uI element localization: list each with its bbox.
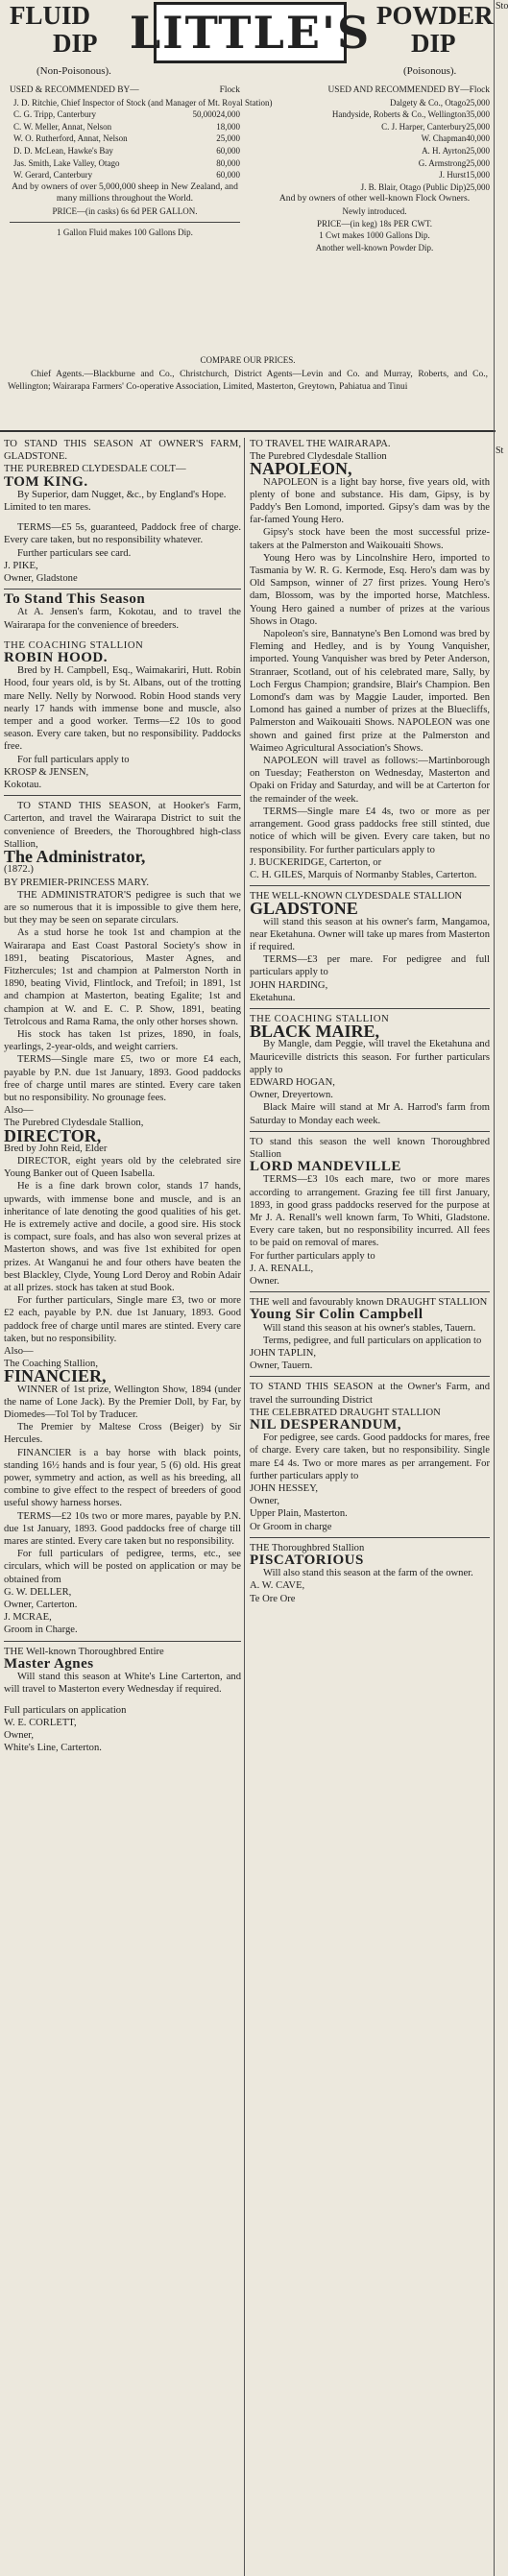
tom-king-name: TOM KING.: [4, 473, 88, 490]
administrator-text3: His stock has taken 1st prizes, 1890, in foals, yearlings, 2-year-olds, and weight carriers.: [4, 1028, 241, 1053]
powder-user-name: J. Hurst: [439, 170, 467, 181]
robin-hood-place: Kokotau.: [4, 780, 42, 791]
powder-title: POWDER: [376, 1, 494, 30]
colin-campbell-place: Owner, Tauern.: [250, 1360, 313, 1372]
powder-user-flock: 15,000: [466, 170, 490, 181]
powder-flock-label: Flock: [469, 85, 490, 95]
gladstone-terms: TERMS—£3 per mare. For pedigree and full particulars apply to: [250, 954, 490, 978]
robin-hood-owner: KROSP & JENSEN,: [4, 766, 89, 778]
administrator-advert: [4, 800, 241, 1104]
financier-also: Also—: [4, 1346, 34, 1358]
tom-king-breed: THE PUREBRED CLYDESDALE COLT—: [4, 464, 186, 475]
robin-hood-heading: THE COACHING STALLION: [4, 639, 144, 651]
powder-subtitle: (Poisonous).: [403, 65, 457, 77]
financier-owner2-place: Groom in Charge.: [4, 1625, 78, 1636]
master-agnes-place: White's Line, Carterton.: [4, 1743, 102, 1754]
master-agnes-owner: W. E. CORLETT,: [4, 1717, 77, 1728]
powder-user-row: [259, 169, 490, 181]
director-advert: [4, 1104, 241, 1345]
lord-mandeville-further: For further particulars apply to: [250, 1250, 375, 1262]
to-stand-text: At A. Jensen's farm, Kokotau, and to travel the Wairarapa for the convenience of breeders.: [4, 607, 241, 631]
director-text1: DIRECTOR, eight years old by the celebrated sire Young Banker out of Queen Isabella.: [4, 1155, 241, 1180]
powder-user-row: [259, 108, 490, 121]
tom-king-owner: J. PIKE,: [4, 560, 38, 571]
black-maire-owner: EDWARD HOGAN,: [250, 1076, 335, 1088]
master-agnes-intro: THE Well-known Thoroughbred Entire: [4, 1646, 164, 1657]
powder-user-row: [259, 121, 490, 133]
fluid-user-name: D. D. McLean, Hawke's Bay: [13, 145, 113, 156]
master-agnes-further: Full particulars on application: [4, 1704, 127, 1716]
fluid-price: PRICE—(in casks) 6s 6d PER GALLON.: [52, 205, 198, 216]
powder-user-name: W. Chapman: [421, 133, 467, 144]
napoleon-advert: [250, 438, 490, 881]
financier-owner2: J. MCRAE,: [4, 1612, 52, 1624]
fluid-dip-label: DIP: [53, 29, 98, 58]
fluid-title: FLUID: [10, 1, 91, 30]
piscatorious-place: Te Ore Ore: [250, 1593, 296, 1604]
fluid-user-row: [10, 108, 240, 121]
powder-user-name: Dalgety & Co., Otago: [390, 97, 467, 108]
agents-text: Chief Agents.—Blackburne and Co., Christchurch, District Agents—Levin and Co. and Murray, Roberts, and Co., Wellington; Wairarapa Farmers' Co-operative Association, Limited, Masterton, Greytown, Pahiatua and Tinui: [8, 370, 488, 392]
colin-campbell-owner: JOHN TAPLIN,: [250, 1348, 316, 1360]
administrator-text2: As a stud horse he took 1st and champion at the Wairarapa and East Coast Pastoral Society's show in 1891, beating Piscatorious, Master Agnes, and Fitzhercules; 1st and champion at Palmerston North in 1890, beating Vivid, Flintlock, and Trefoil; in 1891, 1st and champion at Masterton, beating Egalite; 1st and champion at W. and E. C. P. Show, 1891, beating Tetrolcous and Rama Rama, the only other horses shown.: [4, 927, 241, 1027]
administrator-terms: TERMS—Single mare £5, two or more £4 each, payable by P.N. due 1st January, 1893. Good paddocks free of charge until mares are stinted. Every care taken but no responsibility. No grounage fees.: [4, 1054, 241, 1103]
fluid-user-name: C. W. Meller, Annat, Nelson: [13, 121, 112, 132]
powder-user-flock: 25,000: [466, 121, 490, 132]
fluid-user-flock: 24,000: [216, 109, 240, 120]
powder-user-name: Handyside, Roberts & Co., Wellington: [331, 109, 467, 120]
column-rule-1: [244, 438, 245, 2576]
gladstone-owner: JOHN HARDING,: [250, 979, 328, 991]
powder-user-name: G. Armstrong: [418, 157, 467, 168]
lord-mandeville-place: Owner.: [250, 1276, 279, 1287]
lord-mandeville-text: TERMS—£3 10s each mare, two or more mares according to arrangement. Grazing fee till first January, 1893, in good grass paddocks reserved for the purpose at Mr J. A. Renall's well known farm, To Whiti, Gladstone. Every care taken, but no responsibility incurred. All fees to be paid on removal of mares.: [250, 1174, 490, 1249]
administrator-intro: TO STAND THIS SEASON, at Hooker's Farm, Carterton, and travel the Wairarapa District to suit the convenience of Breeders, the Thoroughbred high-class Stallion,: [4, 801, 241, 850]
right-edge-line: Sto: [496, 1, 508, 12]
fluid-user-row: [10, 121, 240, 133]
fluid-user-flock: 60,000: [216, 145, 240, 156]
nil-desperandum-intro: TO STAND THIS SEASON at the Owner's Farm, and travel the surrounding District: [250, 1382, 490, 1406]
financier-text2: The Premier by Maltese Cross (Beiger) by Sir Hercules.: [4, 1422, 241, 1446]
robin-hood-text: Bred by H. Campbell, Esq., Waimakariri, Hutt. Robin Hood, four years old, is by St. Albans, out of the trotting mare Nelly. Nelly by Norwood. Robin Hood stands very nearly 17 hands with immense bone and muscle, also temper and a good worker. Terms—£2 10s to good season. Every care taken, but no responsibility. Paddocks free.: [4, 665, 241, 753]
napoleon-breed: The Purebred Clydesdale Stallion: [250, 451, 387, 463]
to-stand-advert: [4, 593, 241, 632]
nil-desperandum-place2: Upper Plain, Masterton.: [250, 1508, 348, 1520]
tom-king-owner-place: Owner, Gladstone: [4, 573, 78, 585]
powder-user-flock: 40,000: [466, 133, 490, 144]
tom-king-intro: TO STAND THIS SEASON AT OWNER'S FARM, GLADSTONE.: [4, 439, 241, 463]
napoleon-text4: Napoleon's sire, Bannatyne's Ben Lomond was bred by Fleming and Hedley, and is by Young Vanquisher, imported. Young Vanquisher was bred by Peter Anderson, Stranraer, Scotland, out of his celebrated mare, Sally, by Loch Fergus Champion; grandsire, Blair's Champion. Ben Lomond's dam was by Maggie Lauder, imported. Ben Lomond has gained a number of prizes at the Bluecliffs, Palmerston and Waikouaiti Shows. NAPOLEON was one shown and gained first prize at the Palmerston and Waimeo Agricultural Association's Shows.: [250, 629, 490, 754]
master-agnes-owner-place: Owner,: [4, 1729, 35, 1741]
director-also: Also—: [4, 1105, 34, 1117]
header-divider: [0, 430, 496, 432]
fluid-user-row: [10, 169, 240, 181]
nil-desperandum-place: Owner,: [250, 1496, 280, 1507]
administrator-year: (1872.): [4, 864, 34, 876]
right-edge-line: St: [496, 445, 504, 456]
lord-mandeville-name: LORD MANDEVILLE: [250, 1159, 401, 1175]
agents-notice: [8, 369, 488, 394]
financier-intro: The Coaching Stallion,: [4, 1359, 98, 1370]
director-intro: The Purebred Clydesdale Stallion,: [4, 1118, 144, 1129]
piscatorious-owner: A. W. CAVE,: [250, 1580, 305, 1592]
powder-users-list: [259, 84, 490, 253]
black-maire-note: Black Maire will stand at Mr A. Harrod's farm from Saturday to Monday each week.: [250, 1102, 490, 1126]
fluid-user-flock: 80,000: [216, 157, 240, 168]
piscatorious-text: Will also stand this season at the farm of the owner.: [263, 1568, 473, 1579]
master-agnes-text: Will stand this season at White's Line Carterton, and will travel to Masterton every Wednesday if required.: [4, 1672, 241, 1696]
fluid-user-flock: 50,000: [192, 109, 217, 120]
director-bred: Bred by John Reid, Elder: [4, 1143, 108, 1154]
director-name: DIRECTOR,: [4, 1125, 102, 1145]
napoleon-text3: Young Hero was by Lincolnshire Hero, imported to Tasmania by W. R. G. Kermode, Esq. Hero's dam was by Old Sampson, winner of 27 first prizes. Young Hero's dam, Blossom, was by the imported horse, Matchless. Young Hero gained a number of prizes at the various Shows in Otago.: [250, 552, 490, 627]
piscatorious-advert: [250, 1542, 490, 1605]
master-agnes-advert: [4, 1646, 241, 1755]
fluid-user-flock: 60,000: [216, 170, 240, 181]
tom-king-further: Further particulars see card.: [17, 547, 132, 559]
powder-price: PRICE—(in keg) 18s PER CWT.: [316, 218, 433, 229]
financier-text1: WINNER of 1st prize, Wellington Show, 1894 (under the name of Lone Jack). By the Premier Doll, by Far, by Diomedes—Tol Tol by Traducer.: [4, 1384, 241, 1421]
fluid-subtitle: (Non-Poisonous).: [36, 65, 111, 77]
financier-owner1-place: Owner, Carterton.: [4, 1600, 78, 1611]
powder-improved: Newly introduced.: [342, 205, 407, 216]
nil-desperandum-breed: THE CELEBRATED DRAUGHT STALLION: [250, 1407, 441, 1418]
fluid-user-row: [10, 145, 240, 157]
administrator-by: BY PREMIER-PRINCESS MARY.: [4, 877, 150, 888]
fluid-user-name: C. G. Tripp, Canterbury: [13, 109, 97, 120]
powder-user-flock: 35,000: [466, 109, 490, 120]
black-maire-name: BLACK MAIRE,: [250, 1022, 380, 1042]
powder-user-row: [259, 132, 490, 145]
master-agnes-name: Master Agnes: [4, 1655, 94, 1672]
compare-prices: COMPARE OUR PRICES.: [200, 355, 296, 365]
left-column: [4, 438, 241, 1754]
gladstone-name: GLADSTONE: [250, 899, 358, 919]
financier-further: For full particulars of pedigree, terms, etc., see circulars, which will be posted on application or may be obtained from: [4, 1549, 241, 1585]
column-rule-2: [494, 0, 495, 2576]
napoleon-text5: NAPOLEON will travel as follows:—Martinborough on Tuesday; Featherston on Wednesday, Masterton and Opaki on Friday and Saturday, and will be at Carterton for the remainder of the week.: [250, 756, 490, 805]
powder-user-row: [259, 145, 490, 157]
director-terms: For further particulars, Single mare £3, two or more £2 each, payable by P.N. due 1st January, 1893. Good paddock free of charge until mares are stinted. Every care taken, but no responsibility.: [4, 1295, 241, 1344]
napoleon-terms: TERMS—Single mare £4 4s, two or more as per arrangement. Good grass paddocks free still stinted, due notice of which will be given. Every care taken, but no responsibility. For further particulars apply to: [250, 806, 490, 855]
powder-dip-label: DIP: [411, 29, 456, 58]
napoleon-owner2: C. H. GILES, Marquis of Normanby Stables, Carterton.: [250, 869, 477, 880]
fluid-user-name: Jas. Smith, Lake Valley, Otago: [13, 157, 120, 168]
middle-column: [250, 438, 490, 1605]
powder-note: And by owners of other well-known Flock Owners.: [278, 193, 471, 205]
lord-mandeville-intro: TO stand this season the well known Thoroughbred Stallion: [250, 1136, 490, 1160]
powder-makes: 1 Cwt makes 1000 Gallons Dip.: [319, 230, 430, 241]
robin-hood-further: For full particulars apply to: [17, 754, 130, 765]
nil-desperandum-owner: JOHN HESSEY,: [250, 1483, 319, 1495]
powder-user-flock: 25,000: [466, 157, 490, 168]
piscatorious-intro: THE Thoroughbred Stallion: [250, 1542, 365, 1553]
nil-desperandum-advert: [250, 1381, 490, 1532]
black-maire-advert: [250, 1013, 490, 1127]
nil-desperandum-text: For pedigree, see cards. Good paddocks for mares, free of charge. Every care taken, but no responsibility. Single mare £4 4s. Two or more mares as per arrangement. For further particulars apply to: [250, 1432, 490, 1481]
financier-text3: FINANCIER is a bay horse with black points, standing 16½ hands and is four year, 5 (6) old. His great power, symmetry and action, as well as his breeding, all combine to give effect to the respect of breeders of good useful showy harness horses.: [4, 1447, 241, 1509]
fluid-user-flock: 25,000: [216, 133, 240, 144]
administrator-name: The Administrator,: [4, 847, 146, 867]
powder-user-name: C. J. Harper, Canterbury: [381, 121, 467, 132]
to-stand-heading: To Stand This Season: [4, 591, 146, 608]
powder-user-name: A. H. Ayrton: [422, 145, 467, 156]
powder-list-heading: USED AND RECOMMENDED BY—: [327, 85, 470, 95]
powder-user-row: [259, 97, 490, 109]
fluid-user-name: J. D. Ritchie, Chief Inspector of Stock (and Manager of Mt. Royal Station): [13, 97, 273, 108]
nil-desperandum-name: NIL DESPERANDUM,: [250, 1417, 402, 1433]
black-maire-text: By Mangle, dam Peggie, will travel the Eketahuna and Mauriceville districts this season. For further particulars apply to: [250, 1039, 490, 1075]
powder-footer: Another well-known Powder Dip.: [315, 242, 434, 253]
gladstone-text: will stand this season at his owner's farm, Mangamoa, near Eketahuna. Owner will take up mares from Masterton if required.: [250, 916, 490, 952]
colin-campbell-text: Will stand this season at his owner's stables, Tauern.: [263, 1322, 476, 1334]
nil-desperandum-groom: Or Groom in charge: [250, 1521, 332, 1532]
tom-king-pedigree: By Superior, dam Nugget, &c., by England's Hope.: [17, 489, 227, 500]
fluid-user-flock: 18,000: [216, 121, 240, 132]
tom-king-limit: Limited to ten mares.: [4, 502, 91, 514]
tom-king-advert: [4, 438, 241, 585]
colin-campbell-name: Young Sir Colin Campbell: [250, 1307, 423, 1323]
financier-owner1: G. W. DELLER,: [4, 1586, 72, 1598]
gladstone-advert: [250, 890, 490, 1004]
powder-user-row: [259, 157, 490, 170]
piscatorious-name: PISCATORIOUS: [250, 1553, 364, 1569]
powder-user-flock: 25,000: [466, 145, 490, 156]
financier-name: FINANCIER,: [4, 1366, 107, 1386]
colin-campbell-advert: [250, 1296, 490, 1372]
napoleon-text2: Gipsy's stock have been the most successful prize-takers at the Palmerston and Waikouaiti Shows.: [250, 527, 490, 551]
administrator-text1: THE ADMINISTRATOR'S pedigree is such that we are so numerous that it is impossible to give them here, but they may be seen on separate circulars.: [4, 889, 241, 927]
lord-mandeville-owner: J. A. RENALL,: [250, 1263, 314, 1274]
littles-dip-advert: [0, 0, 496, 442]
fluid-flock-label: Flock: [219, 85, 240, 95]
napoleon-intro: TO TRAVEL THE WAIRARAPA.: [250, 439, 391, 449]
littles-logo: [129, 2, 372, 63]
fluid-user-name: W. O. Rutherford, Annat, Nelson: [13, 133, 128, 144]
powder-user-flock: 25,000: [466, 97, 490, 108]
powder-user-row: [259, 181, 490, 194]
gladstone-place: Eketahuna.: [250, 992, 296, 1003]
tom-king-terms: TERMS—£5 5s, guaranteed, Paddock free of charge. Every care taken, but no responsibility whatever.: [4, 522, 241, 546]
financier-terms: TERMS—£2 10s two or more mares, payable by P.N. due 1st January, 1893. Good paddocks free of charge till mares are stinted. Every care taken but no responsibility.: [4, 1510, 241, 1548]
powder-user-flock: 25,000: [466, 181, 490, 192]
fluid-user-row: [10, 132, 240, 145]
colin-campbell-terms: Terms, pedigree, and full particulars on application to: [263, 1335, 482, 1346]
napoleon-text1: NAPOLEON is a light bay horse, five years old, with plenty of bone and substance. His dam, Gipsy, is by Paddy's Ben Lomond, imported. Gipsy's dam was by the far-famed Young Hero.: [250, 476, 490, 526]
black-maire-intro: THE COACHING STALLION: [250, 1013, 390, 1024]
fluid-user-name: W. Gerard, Canterbury: [13, 170, 93, 181]
powder-user-name: J. B. Blair, Otago (Public Dip): [360, 181, 467, 192]
fluid-footer: 1 Gallon Fluid makes 100 Gallons Dip.: [57, 227, 193, 237]
robin-hood-advert: [4, 639, 241, 791]
financier-advert: [4, 1345, 241, 1637]
colin-campbell-intro: THE well and favourably known DRAUGHT STALLION: [250, 1297, 488, 1309]
lord-mandeville-advert: [250, 1136, 490, 1288]
fluid-user-row: [10, 157, 240, 170]
robin-hood-name: ROBIN HOOD.: [4, 650, 109, 666]
fluid-note: And by owners of over 5,000,000 sheep in New Zealand, and many millions throughout the World.: [12, 181, 238, 205]
napoleon-owner: J. BUCKERIDGE, Carterton, or: [250, 856, 382, 868]
fluid-list-heading: USED & RECOMMENDED BY—: [10, 85, 139, 95]
black-maire-place: Owner, Dreyertown.: [250, 1090, 333, 1101]
director-text2: He is a fine dark brown color, stands 17 hands, upwards, with immense bone and muscle, and is an inheritance of late denoting the good qualities of his get. He is extremely active and docile, a good sire. His stock is compact, sure foals, and has also won several prizes at Masterton shows, and was five 1st exhibited for open prizes. At Wanganui he and four others have beaten the best Blackley, Clyde, Young Lord Deroy and Robin Adair at all prizes. stock has taken at stud Book.: [4, 1181, 241, 1293]
gladstone-intro: THE WELL-KNOWN CLYDESDALE STALLION: [250, 891, 463, 903]
napoleon-name: NAPOLEON,: [250, 459, 352, 479]
logo-text: LITTLE'S: [129, 7, 372, 59]
right-edge-column: [496, 0, 506, 2576]
fluid-users-list: [10, 84, 273, 238]
